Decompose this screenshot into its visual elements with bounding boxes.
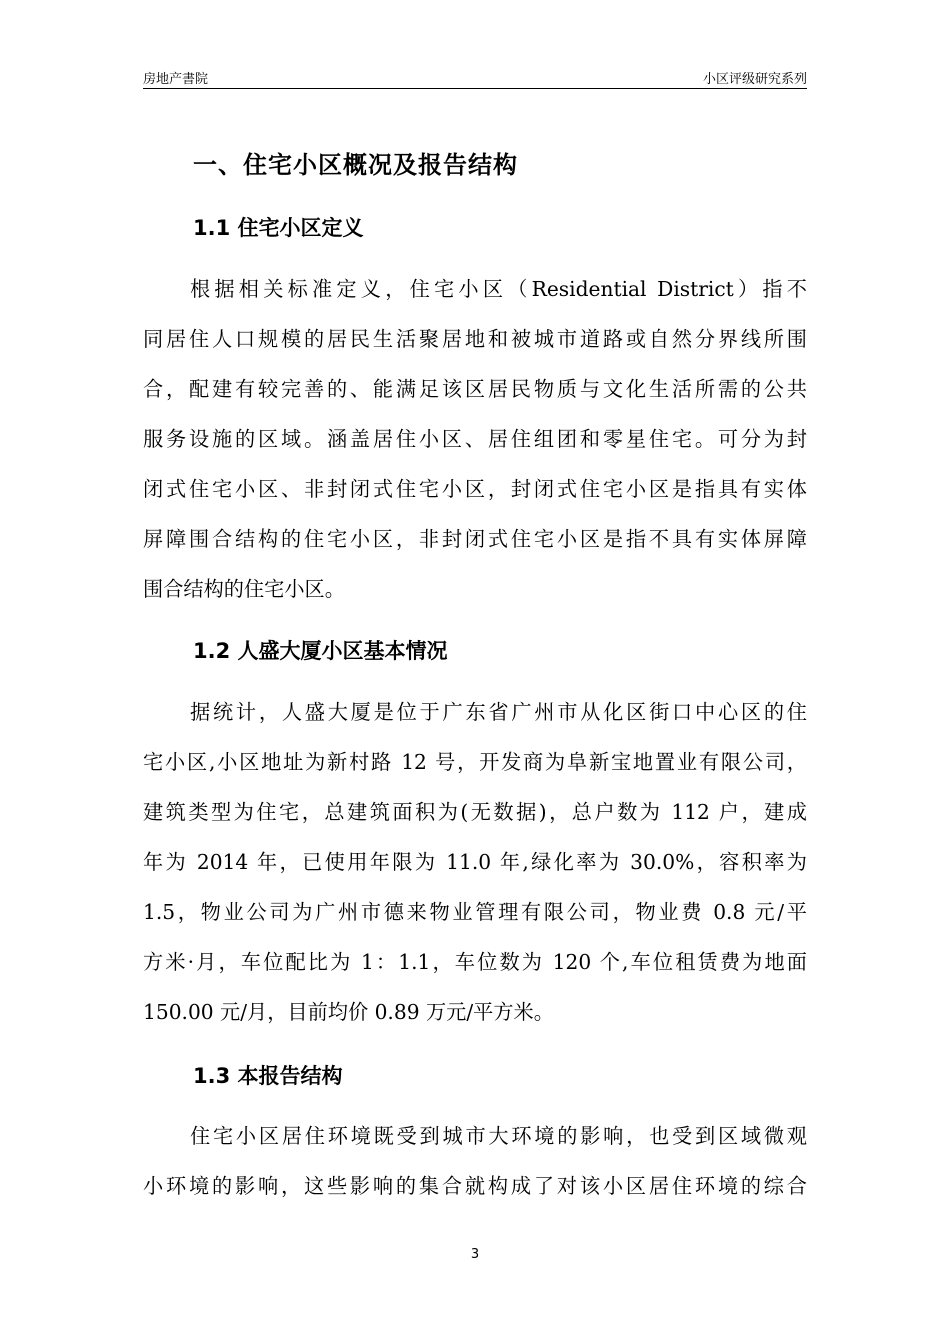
text-line: 方米·月，车位配比为 1：1.1，车位数为 120 个,车位租赁费为地面: [143, 950, 807, 974]
paragraph-1-3: [143, 1111, 807, 1211]
header-publisher: 房地产書院: [143, 72, 209, 87]
text-line: 宅小区,小区地址为新村路 12 号，开发商为阜新宝地置业有限公司，: [143, 750, 807, 774]
text-line: 住宅小区居住环境既受到城市大环境的影响，也受到区域微观: [190, 1124, 807, 1148]
text-line: 闭式住宅小区、非封闭式住宅小区，封闭式住宅小区是指具有实体: [143, 477, 807, 501]
heading-1-2: 1.2 人盛大厦小区基本情况: [193, 639, 448, 663]
section-title: 一、住宅小区概况及报告结构: [193, 151, 518, 179]
text-line: 据统计，人盛大厦是位于广东省广州市从化区街口中心区的住: [190, 700, 807, 724]
page-header: [143, 66, 807, 89]
text-line: 合，配建有较完善的、能满足该区居民物质与文化生活所需的公共: [143, 377, 807, 401]
text-line: 年为 2014 年，已使用年限为 11.0 年,绿化率为 30.0%，容积率为: [143, 850, 807, 874]
text-line: 根据相关标准定义，住宅小区（Residential District）指不: [190, 277, 807, 301]
text-line: 同居住人口规模的居民生活聚居地和被城市道路或自然分界线所围: [143, 327, 807, 351]
text-line: 小环境的影响，这些影响的集合就构成了对该小区居住环境的综合: [143, 1174, 807, 1198]
paragraph-1-1: [143, 264, 807, 614]
text-line: 服务设施的区域。涵盖居住小区、居住组团和零星住宅。可分为封: [143, 427, 807, 451]
heading-1-1: 1.1 住宅小区定义: [193, 216, 364, 240]
paragraph-1-2: [143, 687, 807, 1037]
text-line: 建筑类型为住宅，总建筑面积为(无数据)，总户数为 112 户，建成: [143, 800, 807, 824]
text-line: 150.00 元/月，目前均价 0.89 万元/平方米。: [143, 1000, 554, 1024]
text-line: 1.5，物业公司为广州市德来物业管理有限公司，物业费 0.8 元/平: [143, 900, 807, 924]
text-line: 围合结构的住宅小区。: [143, 577, 345, 601]
text-line: 屏障围合结构的住宅小区，非封闭式住宅小区是指不具有实体屏障: [143, 527, 807, 551]
heading-1-3: 1.3 本报告结构: [193, 1064, 343, 1088]
header-series: 小区评级研究系列: [702, 72, 807, 87]
page-number: 3: [470, 1247, 480, 1262]
